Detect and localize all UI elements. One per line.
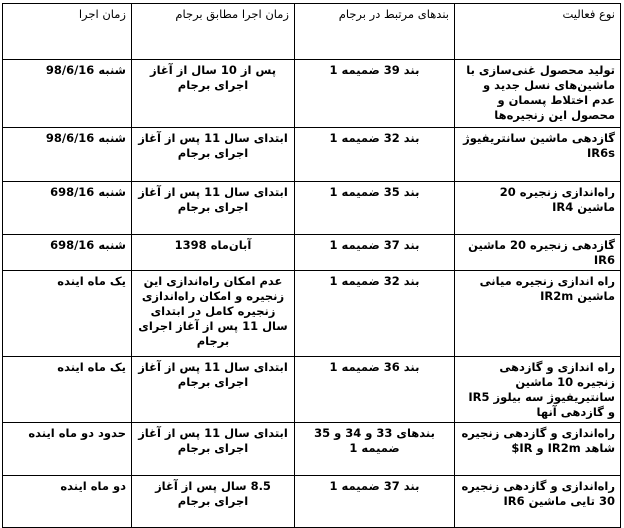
cell-scheduled-time: آبان‌ماه 1398 [132, 235, 295, 271]
cell-activity: تولید محصول غنی‌سازی با ماشین‌های نسل جدید و عدم اختلاط پسمان و محصول این زنجیره‌ها [455, 60, 621, 128]
table-row [3, 271, 621, 357]
cell-execution-time: شنبه 98/6/16 [3, 60, 132, 128]
cell-activity: راه اندازی و گازدهی زنجیره 10 ماشین سانتیریفیوژ سه بیلوز IR5 و گازدهی آنها [455, 357, 621, 423]
cell-scheduled-time: ابتدای سال 11 پس از آغاز اجرای برجام [132, 423, 295, 476]
table-row [3, 128, 621, 182]
cell-clauses: بند 35 ضمیمه 1 [295, 182, 455, 235]
cell-execution-time: دو ماه اینده [3, 476, 132, 528]
cell-clauses: بند 32 ضمیمه 1 [295, 271, 455, 357]
table-row [3, 476, 621, 528]
table-row [3, 60, 621, 128]
cell-execution-time: حدود دو ماه اینده [3, 423, 132, 476]
table-row [3, 423, 621, 476]
cell-clauses: بندهای 33 و 34 و 35 ضمیمه 1 [295, 423, 455, 476]
cell-execution-time: یک ماه اینده [3, 357, 132, 423]
cell-scheduled-time: ابتدای سال 11 پس از آغاز اجرای برجام [132, 128, 295, 182]
cell-scheduled-time: پس از 10 سال از آغاز اجرای برجام [132, 60, 295, 128]
cell-execution-time: شنبه 698/16 [3, 235, 132, 271]
cell-scheduled-time: ابتدای سال 11 پس از آغاز اجرای برجام [132, 357, 295, 423]
header-activity: نوع فعالیت [455, 4, 621, 60]
cell-activity: راه‌اندازی زنجیره 20 ماشین IR4 [455, 182, 621, 235]
cell-scheduled-time: عدم امکان راه‌اندازی این زنجیره و امکان راه‌اندازی زنجیره کامل در ابتدای سال 11 پس از آغاز اجرای برجام [132, 271, 295, 357]
cell-activity: گازدهی زنجیره 20 ماشین IR6 [455, 235, 621, 271]
cell-activity: راه‌اندازی و گازدهی زنجیره شاهد IR2m و IR$ [455, 423, 621, 476]
cell-scheduled-time: 8.5 سال پس از آغاز اجرای برجام [132, 476, 295, 528]
table-row [3, 357, 621, 423]
cell-activity: گازدهی ماشین سانتریفیوژ IR6s [455, 128, 621, 182]
table-row [3, 182, 621, 235]
cell-clauses: بند 37 ضمیمه 1 [295, 476, 455, 528]
cell-clauses: بند 36 ضمیمه 1 [295, 357, 455, 423]
activities-table [2, 3, 621, 528]
cell-execution-time: شنبه 698/16 [3, 182, 132, 235]
table-row [3, 235, 621, 271]
cell-clauses: بند 32 ضمیمه 1 [295, 128, 455, 182]
header-scheduled-time: زمان اجرا مطابق برجام [132, 4, 295, 60]
cell-execution-time: شنبه 98/6/16 [3, 128, 132, 182]
header-execution-time: زمان اجرا [3, 4, 132, 60]
cell-scheduled-time: ابتدای سال 11 پس از آغاز اجرای برجام [132, 182, 295, 235]
cell-activity: راه‌اندازی و گازدهی زنجیره 30 تایی ماشین IR6 [455, 476, 621, 528]
cell-execution-time: یک ماه اینده [3, 271, 132, 357]
table-header-row [3, 4, 621, 60]
cell-activity: راه اندازی زنجیره میانی ماشین IR2m [455, 271, 621, 357]
cell-clauses: بند 39 ضمیمه 1 [295, 60, 455, 128]
header-clauses: بندهای مرتبط در برجام [295, 4, 455, 60]
cell-clauses: بند 37 ضمیمه 1 [295, 235, 455, 271]
